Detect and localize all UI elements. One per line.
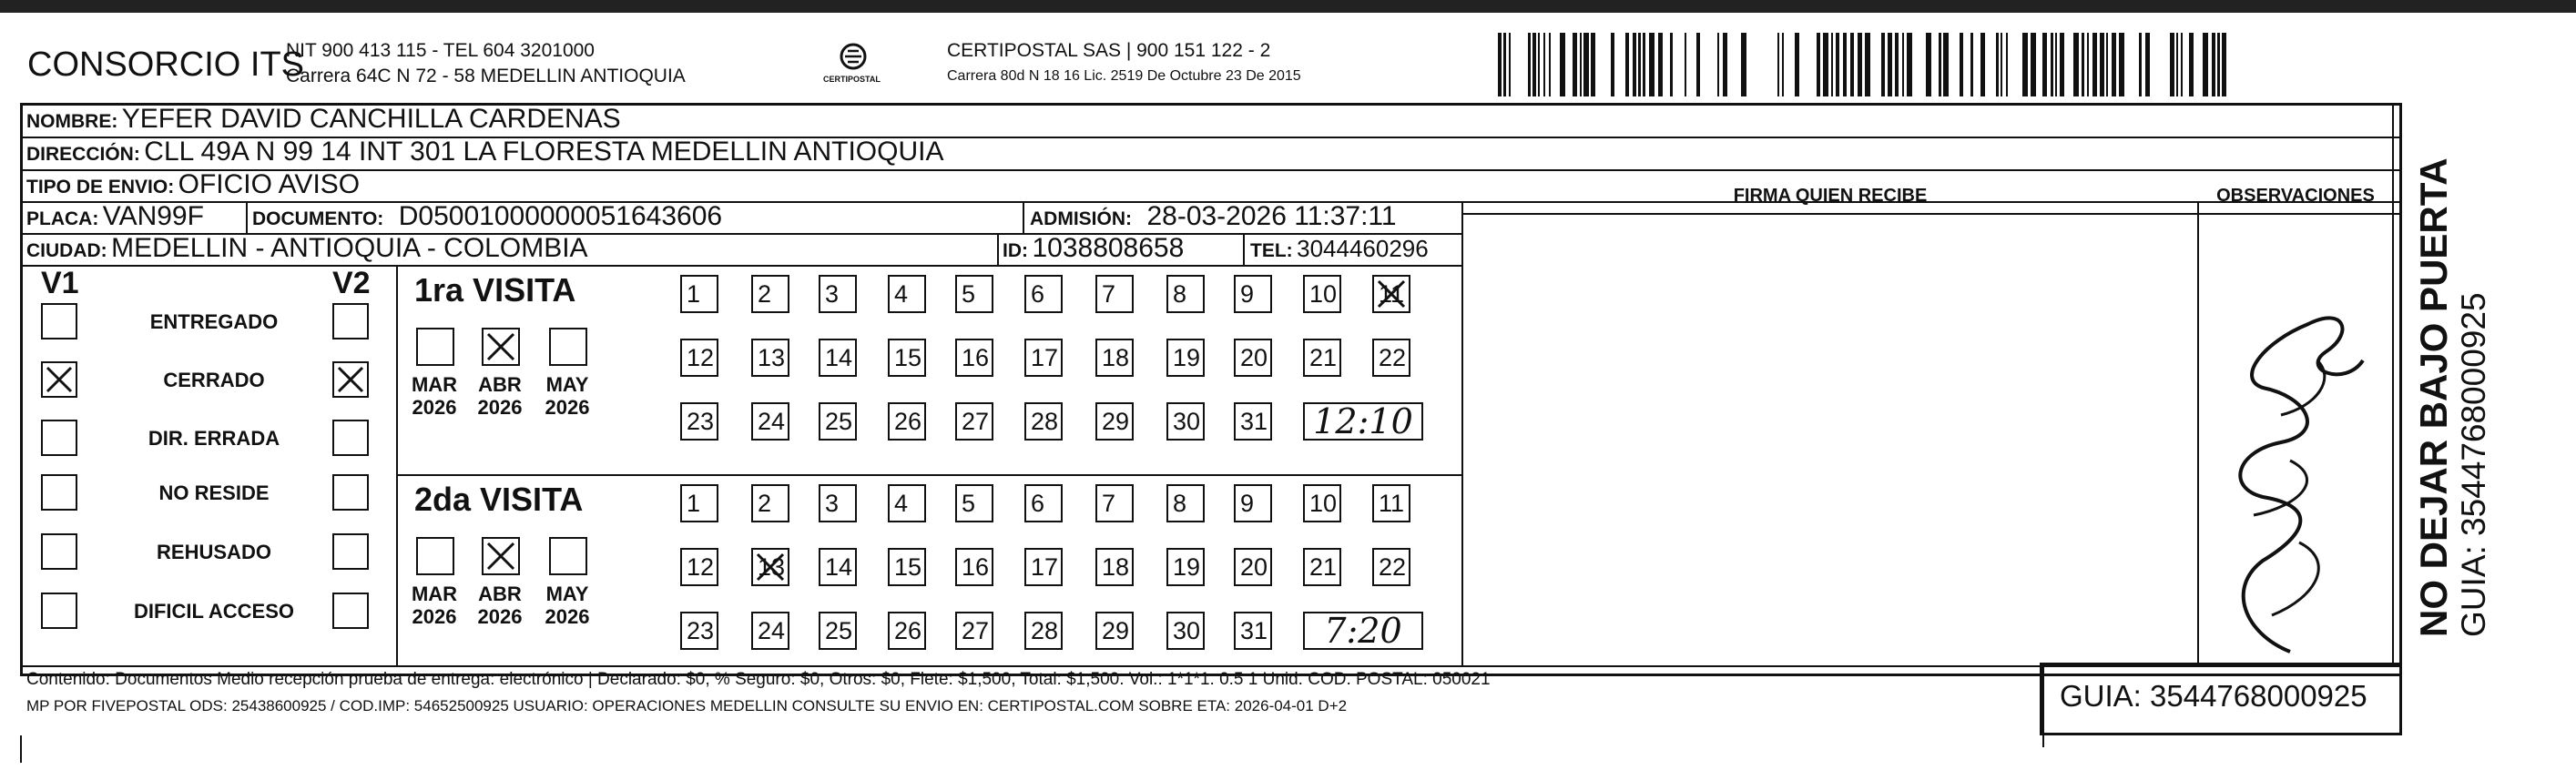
placa-value: VAN99F [102, 201, 204, 231]
day-number: 1 [687, 280, 701, 308]
day-box[interactable] [1303, 548, 1341, 586]
v2-checkbox[interactable] [332, 593, 369, 629]
day-box[interactable] [819, 548, 857, 586]
tipo-envio-value: OFICIO AVISO [178, 169, 361, 199]
day-number: 10 [1309, 490, 1338, 517]
certipostal-line: CERTIPOSTAL SAS | 900 151 122 - 2 [947, 40, 1271, 61]
day-box[interactable] [680, 548, 718, 586]
ciudad-value: MEDELLIN - ANTIOQUIA - COLOMBIA [111, 233, 588, 263]
month-name: MAY [545, 373, 589, 396]
placa-label: PLACA: [26, 208, 99, 229]
tel-value: 3044460296 [1297, 235, 1429, 262]
day-box[interactable] [751, 339, 789, 377]
day-box[interactable] [888, 339, 926, 377]
day-number: 12 [687, 553, 715, 581]
day-number: 28 [1031, 617, 1059, 644]
v1-checkbox[interactable] [41, 303, 77, 339]
day-number: 23 [687, 408, 715, 435]
status-label: REHUSADO [157, 541, 271, 563]
v2-checkbox[interactable] [332, 474, 369, 511]
day-number: 5 [962, 490, 976, 517]
ciudad-field [26, 233, 588, 264]
day-number: 7 [1102, 490, 1116, 517]
certipostal-logo [823, 36, 881, 89]
day-number: 10 [1309, 280, 1338, 308]
visit-title: 2da VISITA [414, 481, 584, 518]
day-number: 23 [687, 617, 715, 644]
day-number: 2 [758, 280, 772, 308]
day-box[interactable] [680, 402, 718, 441]
id-value: 1038808658 [1032, 233, 1185, 263]
day-box[interactable] [1095, 548, 1134, 586]
day-number: 26 [894, 617, 922, 644]
day-box[interactable] [751, 275, 789, 313]
day-number: 14 [825, 553, 853, 581]
day-number: 14 [825, 344, 853, 371]
day-box[interactable] [1234, 402, 1272, 441]
day-number: 29 [1102, 408, 1130, 435]
day-number: 17 [1031, 344, 1059, 371]
day-number: 21 [1309, 553, 1338, 581]
day-number: 18 [1102, 344, 1130, 371]
day-box[interactable] [955, 548, 993, 586]
signature [2208, 288, 2381, 661]
side-guia: GUIA: 3544768000925 [2455, 292, 2492, 637]
day-box[interactable] [1166, 339, 1205, 377]
day-box[interactable] [680, 612, 718, 650]
v2-checkbox[interactable] [332, 303, 369, 339]
v1-checkbox[interactable] [41, 474, 77, 511]
day-number: 15 [894, 344, 922, 371]
status-label: NO RESIDE [158, 481, 270, 504]
day-number: 7 [1102, 280, 1116, 308]
placa-field [26, 201, 204, 232]
day-box[interactable] [1095, 402, 1134, 441]
day-box[interactable] [819, 612, 857, 650]
guia-box-frame [2040, 663, 2402, 735]
nombre-label: NOMBRE: [26, 111, 118, 132]
address-line: Carrera 64C N 72 - 58 MEDELLIN ANTIOQUIA [286, 66, 686, 86]
day-box[interactable] [680, 339, 718, 377]
v2-checkbox[interactable] [332, 533, 369, 570]
day-number: 17 [1031, 553, 1059, 581]
day-box[interactable] [888, 484, 926, 522]
day-number: 25 [825, 408, 853, 435]
visit-time[interactable]: 7:20 [1303, 612, 1423, 650]
day-number: 18 [1102, 553, 1130, 581]
day-number: 13 [758, 344, 786, 371]
observaciones-heading: OBSERVACIONES [2216, 186, 2375, 206]
day-box[interactable] [955, 484, 993, 522]
mp-line-text: MP POR FIVEPOSTAL ODS: 25438600925 / COD.IMP: 54652500925 USUARIO: OPERACIONES MEDELLIN CONSULTE SU ENVIO EN: CERTIPOSTAL.COM SOBRE ETA: 2026-04-01 D+2 [26, 697, 1348, 714]
v1-heading: V1 [41, 266, 79, 300]
day-number: 4 [894, 490, 909, 517]
edge-line [20, 735, 22, 763]
day-box[interactable] [751, 548, 789, 586]
month-name: ABR [478, 583, 522, 605]
status-label: CERRADO [163, 369, 265, 391]
day-box[interactable] [1234, 275, 1272, 313]
month-year: 2026 [545, 605, 590, 628]
day-box[interactable] [1303, 484, 1341, 522]
status-label: DIR. ERRADA [148, 427, 280, 450]
day-box[interactable] [1166, 612, 1205, 650]
documento-field [252, 201, 722, 232]
documento-label: DOCUMENTO: [252, 208, 384, 229]
tel-field [1250, 235, 1429, 263]
month-name: MAR [411, 583, 458, 605]
month-year: 2026 [477, 605, 523, 628]
day-number: 24 [758, 617, 786, 644]
license-line: Carrera 80d N 18 16 Lic. 2519 De Octubre 23 De 2015 [947, 68, 1301, 84]
day-box[interactable] [888, 612, 926, 650]
day-number: 12 [687, 344, 715, 371]
direccion-label: DIRECCIÓN: [26, 144, 140, 165]
top-bar [0, 0, 2576, 13]
day-number: 19 [1173, 553, 1201, 581]
no-dejar-bajo-puerta: NO DEJAR BAJO PUERTA [2412, 157, 2455, 637]
day-number: 9 [1240, 280, 1255, 308]
day-number: 30 [1173, 408, 1201, 435]
day-box[interactable] [1024, 548, 1063, 586]
day-box[interactable] [1372, 339, 1410, 377]
day-box[interactable] [1372, 484, 1410, 522]
day-box[interactable] [751, 484, 789, 522]
day-box[interactable] [1166, 275, 1205, 313]
month-year: 2026 [477, 396, 523, 419]
visit-time[interactable]: 12:10 [1303, 402, 1423, 441]
month-year: 2026 [545, 396, 590, 419]
day-box[interactable] [1024, 339, 1063, 377]
nit-line: NIT 900 413 115 - TEL 604 3201000 [286, 40, 595, 61]
status-label: ENTREGADO [149, 310, 279, 333]
day-box[interactable] [1095, 484, 1134, 522]
month-year: 2026 [412, 605, 457, 628]
day-number: 11 [1379, 490, 1405, 517]
v1-checkbox[interactable] [41, 420, 77, 456]
day-box[interactable] [888, 402, 926, 441]
day-number: 16 [962, 344, 990, 371]
day-number: 27 [962, 617, 990, 644]
day-box[interactable] [1166, 548, 1205, 586]
day-number: 6 [1031, 280, 1045, 308]
direccion-field [26, 137, 943, 167]
month-label [407, 583, 462, 628]
day-number: 25 [825, 617, 853, 644]
tipo-envio-label: TIPO DE ENVIO: [26, 177, 175, 198]
day-number: 2 [758, 490, 772, 517]
day-number: 4 [894, 280, 909, 308]
day-box[interactable] [819, 402, 857, 441]
day-box[interactable] [1024, 275, 1063, 313]
certipostal-info [947, 38, 1301, 89]
guia-number: GUIA: 3544768000925 [2060, 679, 2367, 713]
day-number: 31 [1240, 617, 1268, 644]
day-number: 21 [1309, 344, 1338, 371]
day-box[interactable] [955, 612, 993, 650]
day-number: 20 [1240, 553, 1268, 581]
month-checkbox[interactable] [549, 537, 587, 575]
month-name: MAR [411, 373, 458, 396]
day-box[interactable] [1234, 548, 1272, 586]
month-checkbox[interactable] [482, 328, 520, 366]
documento-value: D05001000000051643606 [398, 201, 723, 231]
brand-name: CONSORCIO ITS [27, 46, 305, 84]
day-number: 3 [825, 490, 840, 517]
tel-label: TEL: [1250, 240, 1293, 261]
tipo-envio-field [26, 169, 360, 200]
direccion-value: CLL 49A N 99 14 INT 301 LA FLORESTA MEDELLIN ANTIOQUIA [144, 137, 944, 167]
v2-heading: V2 [332, 266, 371, 300]
day-box[interactable] [1303, 275, 1341, 313]
day-box[interactable] [751, 612, 789, 650]
month-label [473, 373, 527, 419]
day-number: 19 [1173, 344, 1201, 371]
month-checkbox[interactable] [549, 328, 587, 366]
nombre-field [26, 104, 621, 135]
ciudad-label: CIUDAD: [26, 240, 107, 261]
day-box[interactable] [955, 402, 993, 441]
day-box[interactable] [680, 484, 718, 522]
v2-checkbox[interactable] [332, 420, 369, 456]
day-box[interactable] [888, 548, 926, 586]
month-year: 2026 [412, 396, 457, 419]
day-box[interactable] [680, 275, 718, 313]
day-number: 11 [1379, 280, 1405, 308]
day-box[interactable] [888, 275, 926, 313]
day-number: 26 [894, 408, 922, 435]
day-box[interactable] [751, 402, 789, 441]
day-box[interactable] [1024, 484, 1063, 522]
day-box[interactable] [1024, 612, 1063, 650]
day-box[interactable] [1234, 484, 1272, 522]
day-box[interactable] [1234, 339, 1272, 377]
day-box[interactable] [1024, 402, 1063, 441]
day-box[interactable] [955, 339, 993, 377]
day-number: 28 [1031, 408, 1059, 435]
status-label: DIFICIL ACCESO [133, 600, 294, 623]
v2-checkbox[interactable] [332, 361, 369, 398]
month-checkbox[interactable] [416, 328, 454, 366]
day-number: 29 [1102, 617, 1130, 644]
day-box[interactable] [1166, 484, 1205, 522]
company-info [286, 38, 686, 89]
visit-title: 1ra VISITA [414, 271, 576, 309]
day-number: 9 [1240, 490, 1255, 517]
day-box[interactable] [1234, 612, 1272, 650]
day-number: 3 [825, 280, 840, 308]
day-number: 8 [1173, 280, 1187, 308]
day-number: 27 [962, 408, 990, 435]
side-banner [2413, 157, 2493, 637]
month-label [473, 583, 527, 628]
day-box[interactable] [1095, 275, 1134, 313]
day-box[interactable] [1303, 339, 1341, 377]
day-box[interactable] [819, 484, 857, 522]
day-number: 6 [1031, 490, 1045, 517]
admision-label: ADMISIÓN: [1030, 208, 1132, 229]
day-box[interactable] [1095, 339, 1134, 377]
month-label [540, 373, 595, 419]
month-name: MAY [545, 583, 589, 605]
nombre-value: YEFER DAVID CANCHILLA CARDENAS [121, 104, 621, 134]
month-checkbox[interactable] [482, 537, 520, 575]
day-box[interactable] [955, 275, 993, 313]
v1-checkbox[interactable] [41, 533, 77, 570]
v1-checkbox[interactable] [41, 361, 77, 398]
admision-value: 28-03-2026 11:37:11 [1146, 201, 1397, 231]
day-number: 1 [687, 490, 701, 517]
v1-checkbox[interactable] [41, 593, 77, 629]
day-number: 15 [894, 553, 922, 581]
day-number: 20 [1240, 344, 1268, 371]
day-number: 31 [1240, 408, 1268, 435]
firma-heading: FIRMA QUIEN RECIBE [1733, 186, 1928, 206]
day-number: 24 [758, 408, 786, 435]
day-box[interactable] [1095, 612, 1134, 650]
day-number: 13 [758, 553, 786, 581]
day-box[interactable] [1372, 548, 1410, 586]
day-number: 8 [1173, 490, 1187, 517]
contenido-text: Contenido: Documentos Medio recepción prueba de entrega: electrónico | Declarado: $0, % Seguro: $0, Otros: $0, Flete: $1,500, Total: $1,500. Vol.: 1*1*1. 0.5 1 Unid. COD. POSTAL: 050021 [26, 670, 1491, 689]
id-label: ID: [1003, 240, 1028, 261]
id-field [1003, 233, 1184, 264]
day-number: 30 [1173, 617, 1201, 644]
day-number: 5 [962, 280, 976, 308]
barcode [1498, 33, 2226, 96]
day-number: 22 [1379, 553, 1407, 581]
logo-text: CERTIPOSTAL [823, 75, 881, 84]
day-box[interactable] [1166, 402, 1205, 441]
day-number: 22 [1379, 344, 1407, 371]
day-box[interactable] [819, 275, 857, 313]
month-label [540, 583, 595, 628]
day-box[interactable] [819, 339, 857, 377]
day-box[interactable] [1372, 275, 1410, 313]
admision-field [1030, 201, 1397, 232]
month-label [407, 373, 462, 419]
day-number: 16 [962, 553, 990, 581]
month-name: ABR [478, 373, 522, 396]
month-checkbox[interactable] [416, 537, 454, 575]
